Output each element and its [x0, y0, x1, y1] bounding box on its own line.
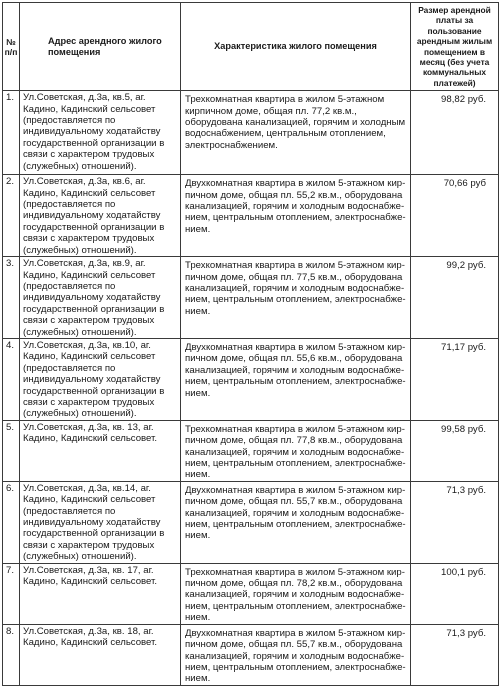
- row-rent: 70,66 руб: [411, 175, 499, 257]
- row-description: Двухкомнатная квартира в жилом 5-этажном кирпичном доме, общая пл. 55,7 кв.м., оборудована канализацией, горячим и холодным водоснабжением, центральным отоплением, электроснабжением.: [181, 481, 411, 563]
- row-address: Ул.Советская, д.3а, кв. 13, аг. Кадино, Кадинский сельсовет.: [20, 420, 181, 481]
- row-description: Трехкомнатная квартира в жилом 5-этажном кирпичном доме, общая пл. 77,5 кв.м., оборудована канализацией, горячим и холодным водоснабжением, центральным отоплением, электроснабжением.: [181, 257, 411, 339]
- row-address: Ул.Советская, д.3а, кв. 18, аг. Кадино, Кадинский сельсовет.: [20, 624, 181, 685]
- header-rent: Размер арендной платы за пользование арендным жилым помещением в месяц (без учета коммунальных платежей): [411, 3, 499, 91]
- row-number: 6.: [3, 481, 20, 563]
- table-row: [3, 481, 499, 563]
- table-row: [3, 257, 499, 339]
- row-description: Двухкомнатная квартира в жилом 5-этажном кирпичном доме, общая пл. 55,6 кв.м., оборудована канализацией, горячим и холодным водоснабжением, центральным отоплением, электроснабжением.: [181, 338, 411, 420]
- row-description: Трехкомнатная квартира в жилом 5-этажном кирпичном доме, общая пл. 77,8 кв.м., оборудована канализацией, горячим и холодным водоснабжением, центральным отоплением, электроснабжением.: [181, 420, 411, 481]
- header-address: Адрес арендного жилого помещения: [20, 3, 181, 91]
- row-address: Ул.Советская, д.3а, кв.9, аг. Кадино, Кадинский сельсовет (предоставляется по индивидуальному ходатайству государственной организации в связи с характером трудовых (служебных) отношений).: [20, 257, 181, 339]
- row-rent: 98,82 руб.: [411, 91, 499, 175]
- table-row: [3, 563, 499, 624]
- row-number: 1.: [3, 91, 20, 175]
- row-address: Ул.Советская, д.3а, кв.5, аг. Кадино, Кадинский сельсовет (предоставляется по индивидуальному ходатайству государственной организации в связи с характером трудовых (служебных) отношений).: [20, 91, 181, 175]
- row-address: Ул.Советская, д.3а, кв. 17, аг. Кадино, Кадинский сельсовет.: [20, 563, 181, 624]
- row-description: Двухкомнатная квартира в жилом 5-этажном кирпичном доме, общая пл. 55,7 кв.м., оборудована канализацией, горячим и холодным водоснабжением, центральным отоплением, электроснабжением.: [181, 624, 411, 685]
- row-description: Трехкомнатная квартира в жилом 5-этажном кирпичном доме, общая пл. 78,2 кв.м., оборудована канализацией, горячим и холодным водоснабжением, центральным отоплением, электроснабжением.: [181, 563, 411, 624]
- table-row: [3, 175, 499, 257]
- table-row: [3, 91, 499, 175]
- rental-housing-table: [2, 2, 499, 686]
- row-number: 2.: [3, 175, 20, 257]
- header-number: № п/п: [3, 3, 20, 91]
- table-row: [3, 420, 499, 481]
- row-number: 3.: [3, 257, 20, 339]
- row-rent: 100,1 руб.: [411, 563, 499, 624]
- row-description: Двухкомнатная квартира в жилом 5-этажном кирпичном доме, общая пл. 55,2 кв.м., оборудована канализацией, горячим и холодным водоснабжением, центральным отоплением, электроснабжением.: [181, 175, 411, 257]
- row-rent: 99,58 руб.: [411, 420, 499, 481]
- header-characteristics: Характеристика жилого помещения: [181, 3, 411, 91]
- row-number: 7.: [3, 563, 20, 624]
- row-rent: 71,3 руб.: [411, 481, 499, 563]
- row-description: Трехкомнатная квартира в жилом 5-этажном кирпичном доме, общая пл. 77,2 кв.м., оборудована канализацией, горячим и холодным водоснабжением, центральным отоплением, электроснабжением.: [181, 91, 411, 175]
- row-number: 4.: [3, 338, 20, 420]
- row-number: 5.: [3, 420, 20, 481]
- table-row: [3, 338, 499, 420]
- row-address: Ул.Советская, д.3а, кв.6, аг. Кадино, Кадинский сельсовет (предоставляется по индивидуальному ходатайству государственной организации в связи с характером трудовых (служебных) отношений).: [20, 175, 181, 257]
- table-row: [3, 624, 499, 685]
- row-address: Ул.Советская, д.3а, кв.14, аг. Кадино, Кадинский сельсовет (предоставляется по индивидуальному ходатайству государственной организации в связи с характером трудовых (служебных) отношений).: [20, 481, 181, 563]
- row-rent: 71,3 руб.: [411, 624, 499, 685]
- row-address: Ул.Советская, д.3а, кв.10, аг. Кадино, Кадинский сельсовет (предоставляется по индивидуальному ходатайству государственной организации в связи с характером трудовых (служебных) отношений).: [20, 338, 181, 420]
- table-header-row: [3, 3, 499, 91]
- row-rent: 71,17 руб.: [411, 338, 499, 420]
- row-rent: 99,2 руб.: [411, 257, 499, 339]
- row-number: 8.: [3, 624, 20, 685]
